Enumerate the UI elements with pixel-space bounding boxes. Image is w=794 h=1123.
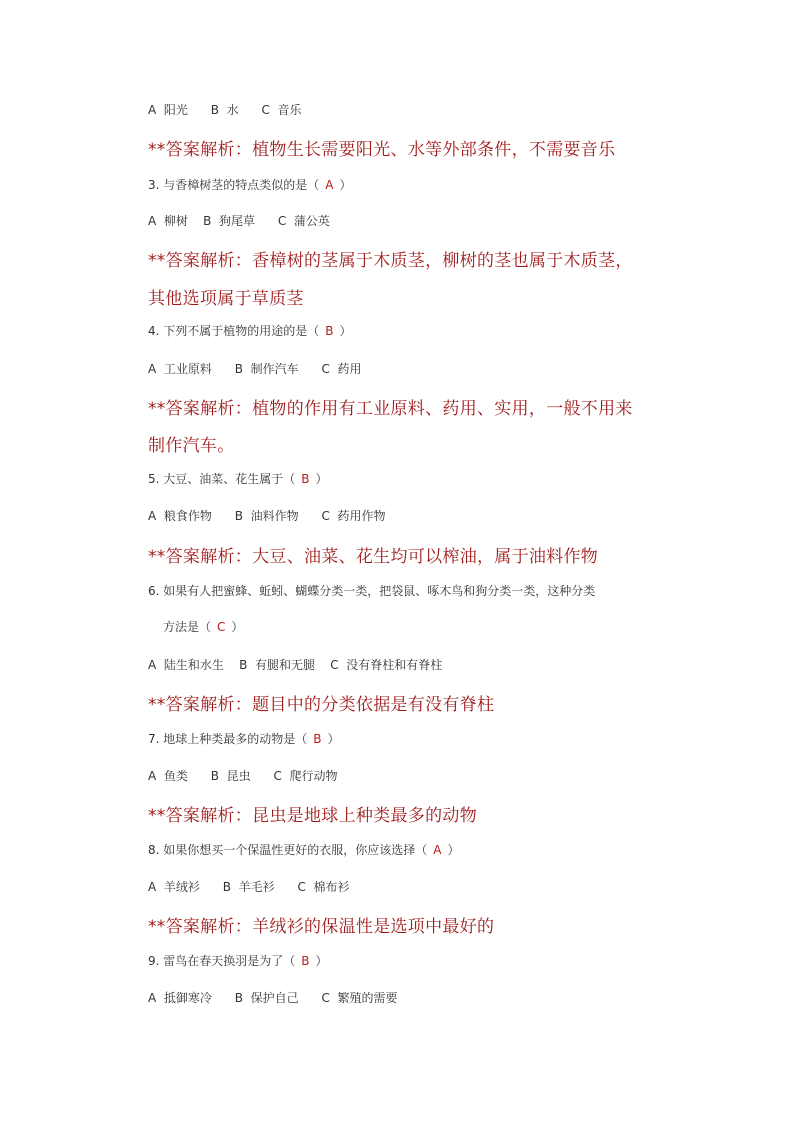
explanation-4-line-2: 制作汽车。	[148, 436, 235, 456]
answer-9: B	[301, 954, 310, 968]
options-line-5: A 粮食作物 B 油料作物 C 药用作物	[148, 509, 386, 523]
explanation-2: **答案解析：植物生长需要阳光、水等外部条件，不需要音乐	[148, 140, 616, 160]
options-line-8: A 羊绒衫 B 羊毛衫 C 棉布衫	[148, 880, 350, 894]
explanation-5: **答案解析：大豆、油菜、花生均可以榨油，属于油料作物	[148, 547, 599, 567]
question-5-close: ）	[315, 472, 328, 486]
question-6-continued	[163, 618, 243, 635]
question-7	[148, 730, 340, 747]
explanation-6: **答案解析：题目中的分类依据是有没有脊柱	[148, 695, 495, 715]
answer-8: A	[433, 843, 442, 857]
question-5	[148, 470, 328, 487]
question-9-close: ）	[315, 954, 328, 968]
answer-4: B	[325, 324, 334, 338]
answer-7: B	[313, 732, 322, 746]
question-3-text: 3. 与香樟树茎的特点类似的是（	[148, 178, 320, 192]
question-6	[148, 582, 595, 599]
question-3-close: ）	[339, 178, 352, 192]
question-9	[148, 952, 328, 969]
question-8	[148, 841, 460, 858]
question-9-text: 9. 雷鸟在春天换羽是为了（	[148, 954, 296, 968]
explanation-7: **答案解析：昆虫是地球上种类最多的动物	[148, 806, 477, 826]
question-6-cont-text: 方法是（	[163, 620, 212, 634]
options-line-6: A 陆生和水生 B 有腿和无腿 C 没有脊柱和有脊柱	[148, 658, 443, 672]
explanation-4-line-1: **答案解析：植物的作用有工业原料、药用、实用，一般不用来	[148, 399, 633, 419]
explanation-3-line-2: 其他选项属于草质茎	[148, 289, 304, 309]
options-line-2: A 阳光 B 水 C 音乐	[148, 103, 302, 117]
answer-6: C	[217, 620, 226, 634]
options-line-3: A 柳树 B 狗尾草 C 蒲公英	[148, 214, 330, 228]
question-7-text: 7. 地球上种类最多的动物是（	[148, 732, 308, 746]
question-8-text: 8. 如果你想买一个保温性更好的衣服，你应该选择（	[148, 843, 428, 857]
answer-5: B	[301, 472, 310, 486]
options-line-9: A 抵御寒冷 B 保护自己 C 繁殖的需要	[148, 991, 398, 1005]
question-3	[148, 176, 352, 193]
question-6-text: 6. 如果有人把蜜蜂、蚯蚓、蝴蝶分类一类，把袋鼠、啄木鸟和狗分类一类，这种分类	[148, 584, 596, 598]
question-7-close: ）	[327, 732, 340, 746]
explanation-3-line-1: **答案解析：香樟树的茎属于木质茎，柳树的茎也属于木质茎，	[148, 251, 633, 271]
question-6-close: ）	[231, 620, 244, 634]
options-line-7: A 鱼类 B 昆虫 C 爬行动物	[148, 769, 338, 783]
answer-3: A	[325, 178, 334, 192]
explanation-8: **答案解析：羊绒衫的保温性是选项中最好的	[148, 917, 495, 937]
question-5-text: 5. 大豆、油菜、花生属于（	[148, 472, 296, 486]
question-8-close: ）	[447, 843, 460, 857]
question-4-text: 4. 下列不属于植物的用途的是（	[148, 324, 320, 338]
question-4-close: ）	[339, 324, 352, 338]
options-line-4: A 工业原料 B 制作汽车 C 药用	[148, 362, 362, 376]
question-4	[148, 322, 352, 339]
